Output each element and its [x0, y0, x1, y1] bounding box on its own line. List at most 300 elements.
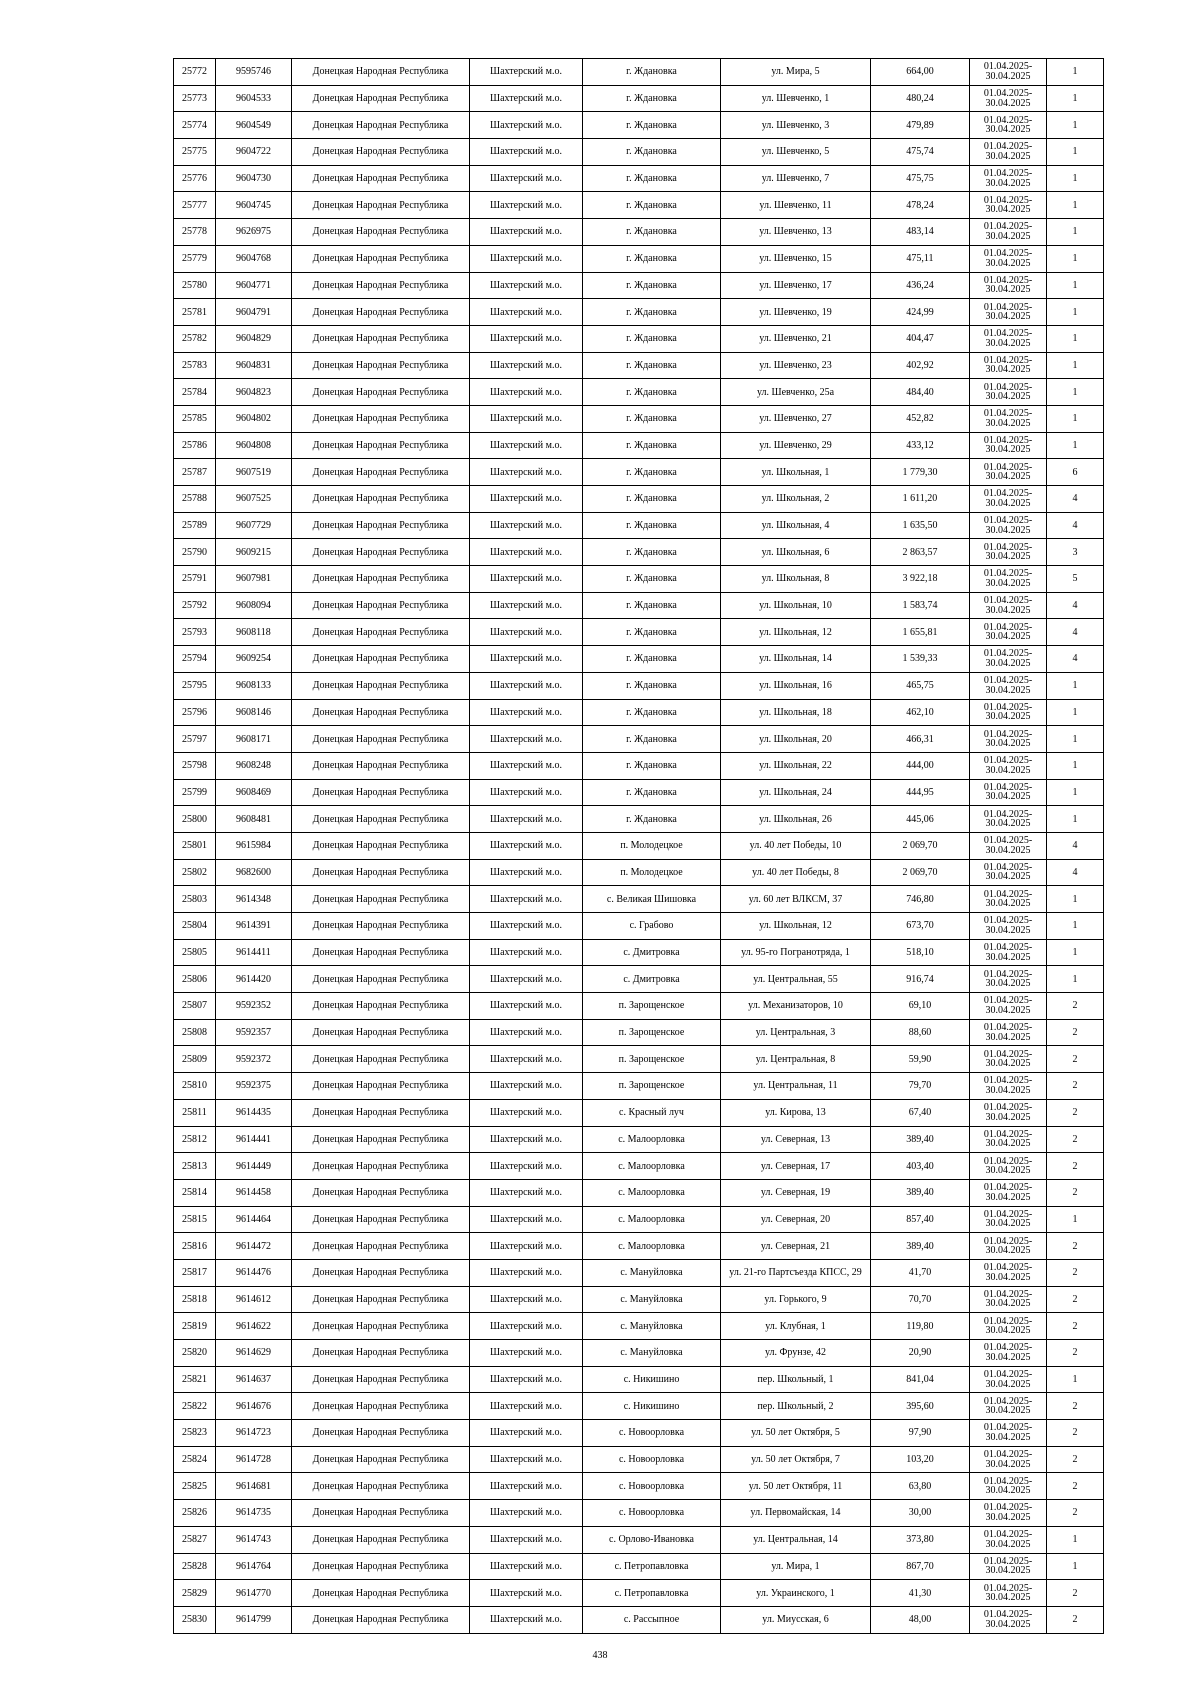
region-cell: Донецкая Народная Республика: [292, 646, 470, 673]
code-cell: 9614348: [216, 886, 292, 913]
table-row: [174, 859, 1104, 886]
period-cell: [970, 1179, 1047, 1206]
area-cell: 916,74: [871, 966, 970, 993]
period-start: 01.04.2025-: [983, 541, 1033, 553]
period-end: 30.04.2025: [985, 444, 1031, 456]
table-row: [174, 1473, 1104, 1500]
row-number-cell: 25780: [174, 272, 216, 299]
municipality-cell: Шахтерский м.о.: [470, 1233, 583, 1260]
municipality-cell: Шахтерский м.о.: [470, 1099, 583, 1126]
area-cell: 445,06: [871, 806, 970, 833]
quantity-cell: 1: [1047, 219, 1104, 246]
address-cell: ул. Первомайская, 14: [721, 1500, 871, 1527]
area-cell: 475,75: [871, 165, 970, 192]
period-cell: [970, 512, 1047, 539]
area-cell: 462,10: [871, 699, 970, 726]
region-cell: Донецкая Народная Республика: [292, 1099, 470, 1126]
code-cell: 9604771: [216, 272, 292, 299]
settlement-cell: г. Ждановка: [583, 219, 721, 246]
period-end: 30.04.2025: [985, 1271, 1031, 1283]
period-end: 30.04.2025: [985, 524, 1031, 536]
region-cell: Донецкая Народная Республика: [292, 619, 470, 646]
municipality-cell: Шахтерский м.о.: [470, 85, 583, 112]
code-cell: 9614799: [216, 1606, 292, 1633]
address-cell: ул. Северная, 19: [721, 1179, 871, 1206]
quantity-cell: 6: [1047, 459, 1104, 486]
area-cell: 67,40: [871, 1099, 970, 1126]
quantity-cell: 1: [1047, 59, 1104, 86]
settlement-cell: г. Ждановка: [583, 85, 721, 112]
municipality-cell: Шахтерский м.о.: [470, 432, 583, 459]
row-number-cell: 25782: [174, 325, 216, 352]
region-cell: Донецкая Народная Республика: [292, 1179, 470, 1206]
period-cell: [970, 913, 1047, 940]
code-cell: 9604791: [216, 299, 292, 326]
quantity-cell: 2: [1047, 993, 1104, 1020]
address-cell: ул. Северная, 17: [721, 1153, 871, 1180]
row-number-cell: 25806: [174, 966, 216, 993]
period-cell: [970, 832, 1047, 859]
code-cell: 9608118: [216, 619, 292, 646]
quantity-cell: 2: [1047, 1500, 1104, 1527]
area-cell: 1 611,20: [871, 486, 970, 513]
area-cell: 475,11: [871, 245, 970, 272]
code-cell: 9609215: [216, 539, 292, 566]
settlement-cell: г. Ждановка: [583, 352, 721, 379]
code-cell: 9614411: [216, 939, 292, 966]
address-cell: ул. Фрунзе, 42: [721, 1340, 871, 1367]
code-cell: 9614449: [216, 1153, 292, 1180]
period-cell: [970, 566, 1047, 593]
quantity-cell: 4: [1047, 592, 1104, 619]
code-cell: 9614435: [216, 1099, 292, 1126]
area-cell: 103,20: [871, 1446, 970, 1473]
period-end: 30.04.2025: [985, 1405, 1031, 1417]
period-cell: [970, 726, 1047, 753]
quantity-cell: 1: [1047, 165, 1104, 192]
period-cell: [970, 1420, 1047, 1447]
settlement-cell: г. Ждановка: [583, 325, 721, 352]
settlement-cell: с. Дмитровка: [583, 966, 721, 993]
region-cell: Донецкая Народная Республика: [292, 1153, 470, 1180]
settlement-cell: с. Мануйловка: [583, 1259, 721, 1286]
period-end: 30.04.2025: [985, 738, 1031, 750]
table-row: [174, 1313, 1104, 1340]
code-cell: 9604768: [216, 245, 292, 272]
municipality-cell: Шахтерский м.о.: [470, 192, 583, 219]
document-table-container: [173, 58, 1103, 1634]
settlement-cell: г. Ждановка: [583, 726, 721, 753]
row-number-cell: 25825: [174, 1473, 216, 1500]
code-cell: 9614676: [216, 1393, 292, 1420]
table-row: [174, 752, 1104, 779]
code-cell: 9614441: [216, 1126, 292, 1153]
address-cell: ул. Клубная, 1: [721, 1313, 871, 1340]
table-row: [174, 939, 1104, 966]
quantity-cell: 2: [1047, 1259, 1104, 1286]
region-cell: Донецкая Народная Республика: [292, 913, 470, 940]
period-start: 01.04.2025-: [983, 835, 1033, 847]
settlement-cell: г. Ждановка: [583, 299, 721, 326]
area-cell: 746,80: [871, 886, 970, 913]
area-cell: 395,60: [871, 1393, 970, 1420]
settlement-cell: г. Ждановка: [583, 512, 721, 539]
period-cell: [970, 139, 1047, 166]
period-start: 01.04.2025-: [983, 194, 1033, 206]
period-cell: [970, 619, 1047, 646]
municipality-cell: Шахтерский м.о.: [470, 352, 583, 379]
municipality-cell: Шахтерский м.о.: [470, 539, 583, 566]
code-cell: 9614681: [216, 1473, 292, 1500]
row-number-cell: 25795: [174, 672, 216, 699]
municipality-cell: Шахтерский м.о.: [470, 1046, 583, 1073]
row-number-cell: 25778: [174, 219, 216, 246]
row-number-cell: 25820: [174, 1340, 216, 1367]
region-cell: Донецкая Народная Республика: [292, 1366, 470, 1393]
period-cell: [970, 352, 1047, 379]
settlement-cell: с. Рассыпное: [583, 1606, 721, 1633]
settlement-cell: г. Ждановка: [583, 379, 721, 406]
region-cell: Донецкая Народная Республика: [292, 272, 470, 299]
period-start: 01.04.2025-: [983, 675, 1033, 687]
row-number-cell: 25790: [174, 539, 216, 566]
municipality-cell: Шахтерский м.о.: [470, 806, 583, 833]
period-start: 01.04.2025-: [983, 995, 1033, 1007]
quantity-cell: 1: [1047, 726, 1104, 753]
period-start: 01.04.2025-: [983, 728, 1033, 740]
region-cell: Донецкая Народная Республика: [292, 886, 470, 913]
period-cell: [970, 939, 1047, 966]
municipality-cell: Шахтерский м.о.: [470, 1393, 583, 1420]
address-cell: ул. Механизаторов, 10: [721, 993, 871, 1020]
address-cell: ул. 95-го Погранотряда, 1: [721, 939, 871, 966]
area-cell: 119,80: [871, 1313, 970, 1340]
region-cell: Донецкая Народная Республика: [292, 1046, 470, 1073]
settlement-cell: г. Ждановка: [583, 566, 721, 593]
table-row: [174, 325, 1104, 352]
row-number-cell: 25797: [174, 726, 216, 753]
code-cell: 9608133: [216, 672, 292, 699]
municipality-cell: Шахтерский м.о.: [470, 325, 583, 352]
settlement-cell: п. Зарощенское: [583, 1046, 721, 1073]
table-row: [174, 165, 1104, 192]
region-cell: Донецкая Народная Республика: [292, 165, 470, 192]
quantity-cell: 2: [1047, 1340, 1104, 1367]
quantity-cell: 1: [1047, 432, 1104, 459]
area-cell: 70,70: [871, 1286, 970, 1313]
period-end: 30.04.2025: [985, 284, 1031, 296]
address-cell: ул. Центральная, 3: [721, 1019, 871, 1046]
area-cell: 48,00: [871, 1606, 970, 1633]
code-cell: 9614723: [216, 1420, 292, 1447]
address-cell: ул. Шевченко, 21: [721, 325, 871, 352]
quantity-cell: 1: [1047, 699, 1104, 726]
period-cell: [970, 325, 1047, 352]
region-cell: Донецкая Народная Республика: [292, 512, 470, 539]
region-cell: Донецкая Народная Республика: [292, 1206, 470, 1233]
settlement-cell: с. Новоорловка: [583, 1420, 721, 1447]
area-cell: 63,80: [871, 1473, 970, 1500]
period-start: 01.04.2025-: [983, 488, 1033, 500]
period-start: 01.04.2025-: [983, 755, 1033, 767]
area-cell: 857,40: [871, 1206, 970, 1233]
code-cell: 9604730: [216, 165, 292, 192]
quantity-cell: 1: [1047, 806, 1104, 833]
address-cell: ул. Мира, 1: [721, 1553, 871, 1580]
period-end: 30.04.2025: [985, 1004, 1031, 1016]
period-cell: [970, 806, 1047, 833]
area-cell: 41,30: [871, 1580, 970, 1607]
period-end: 30.04.2025: [985, 1325, 1031, 1337]
quantity-cell: 1: [1047, 1366, 1104, 1393]
quantity-cell: 2: [1047, 1420, 1104, 1447]
settlement-cell: г. Ждановка: [583, 245, 721, 272]
row-number-cell: 25793: [174, 619, 216, 646]
period-start: 01.04.2025-: [983, 141, 1033, 153]
region-cell: Донецкая Народная Республика: [292, 1259, 470, 1286]
period-cell: [970, 1580, 1047, 1607]
settlement-cell: с. Никишино: [583, 1366, 721, 1393]
area-cell: 478,24: [871, 192, 970, 219]
row-number-cell: 25801: [174, 832, 216, 859]
table-row: [174, 1366, 1104, 1393]
row-number-cell: 25819: [174, 1313, 216, 1340]
quantity-cell: 1: [1047, 886, 1104, 913]
municipality-cell: Шахтерский м.о.: [470, 1286, 583, 1313]
quantity-cell: 2: [1047, 1446, 1104, 1473]
area-cell: 389,40: [871, 1126, 970, 1153]
period-cell: [970, 112, 1047, 139]
table-row: [174, 85, 1104, 112]
area-cell: 436,24: [871, 272, 970, 299]
settlement-cell: с. Орлово-Ивановка: [583, 1526, 721, 1553]
period-end: 30.04.2025: [985, 551, 1031, 563]
period-end: 30.04.2025: [985, 1191, 1031, 1203]
period-cell: [970, 1393, 1047, 1420]
quantity-cell: 2: [1047, 1099, 1104, 1126]
code-cell: 9608171: [216, 726, 292, 753]
address-cell: ул. Школьная, 20: [721, 726, 871, 753]
row-number-cell: 25772: [174, 59, 216, 86]
municipality-cell: Шахтерский м.о.: [470, 165, 583, 192]
address-cell: ул. Шевченко, 13: [721, 219, 871, 246]
period-cell: [970, 379, 1047, 406]
address-cell: ул. Школьная, 22: [721, 752, 871, 779]
row-number-cell: 25774: [174, 112, 216, 139]
region-cell: Донецкая Народная Республика: [292, 779, 470, 806]
settlement-cell: с. Новоорловка: [583, 1500, 721, 1527]
region-cell: Донецкая Народная Республика: [292, 939, 470, 966]
period-cell: [970, 272, 1047, 299]
table-row: [174, 913, 1104, 940]
address-cell: ул. Шевченко, 5: [721, 139, 871, 166]
quantity-cell: 2: [1047, 1606, 1104, 1633]
quantity-cell: 1: [1047, 1553, 1104, 1580]
region-cell: Донецкая Народная Республика: [292, 1446, 470, 1473]
quantity-cell: 5: [1047, 566, 1104, 593]
period-start: 01.04.2025-: [983, 1128, 1033, 1140]
municipality-cell: Шахтерский м.о.: [470, 779, 583, 806]
settlement-cell: с. Красный луч: [583, 1099, 721, 1126]
code-cell: 9614637: [216, 1366, 292, 1393]
table-row: [174, 1286, 1104, 1313]
period-start: 01.04.2025-: [983, 1529, 1033, 1541]
period-end: 30.04.2025: [985, 1538, 1031, 1550]
period-start: 01.04.2025-: [983, 1449, 1033, 1461]
area-cell: 444,00: [871, 752, 970, 779]
period-end: 30.04.2025: [985, 577, 1031, 589]
settlement-cell: с. Новоорловка: [583, 1473, 721, 1500]
address-cell: ул. Северная, 21: [721, 1233, 871, 1260]
settlement-cell: г. Ждановка: [583, 112, 721, 139]
address-cell: ул. Центральная, 14: [721, 1526, 871, 1553]
table-row: [174, 1580, 1104, 1607]
period-start: 01.04.2025-: [983, 1369, 1033, 1381]
code-cell: 9607729: [216, 512, 292, 539]
area-cell: 30,00: [871, 1500, 970, 1527]
period-cell: [970, 1046, 1047, 1073]
row-number-cell: 25775: [174, 139, 216, 166]
period-end: 30.04.2025: [985, 871, 1031, 883]
period-end: 30.04.2025: [985, 1031, 1031, 1043]
quantity-cell: 2: [1047, 1179, 1104, 1206]
period-cell: [970, 1526, 1047, 1553]
row-number-cell: 25792: [174, 592, 216, 619]
period-end: 30.04.2025: [985, 1618, 1031, 1630]
settlement-cell: г. Ждановка: [583, 486, 721, 513]
area-cell: 88,60: [871, 1019, 970, 1046]
quantity-cell: 2: [1047, 1046, 1104, 1073]
period-cell: [970, 1446, 1047, 1473]
period-cell: [970, 1366, 1047, 1393]
table-row: [174, 139, 1104, 166]
code-cell: 9614629: [216, 1340, 292, 1367]
settlement-cell: п. Зарощенское: [583, 993, 721, 1020]
row-number-cell: 25773: [174, 85, 216, 112]
municipality-cell: Шахтерский м.о.: [470, 245, 583, 272]
period-cell: [970, 752, 1047, 779]
quantity-cell: 4: [1047, 512, 1104, 539]
period-start: 01.04.2025-: [983, 354, 1033, 366]
row-number-cell: 25777: [174, 192, 216, 219]
region-cell: Донецкая Народная Республика: [292, 539, 470, 566]
address-cell: ул. Шевченко, 23: [721, 352, 871, 379]
address-cell: ул. Кирова, 13: [721, 1099, 871, 1126]
settlement-cell: п. Зарощенское: [583, 1073, 721, 1100]
period-cell: [970, 1606, 1047, 1633]
table-row: [174, 539, 1104, 566]
period-end: 30.04.2025: [985, 391, 1031, 403]
quantity-cell: 2: [1047, 1580, 1104, 1607]
address-cell: ул. 60 лет ВЛКСМ, 37: [721, 886, 871, 913]
region-cell: Донецкая Народная Республика: [292, 59, 470, 86]
region-cell: Донецкая Народная Республика: [292, 993, 470, 1020]
address-cell: ул. Школьная, 2: [721, 486, 871, 513]
quantity-cell: 4: [1047, 619, 1104, 646]
address-cell: ул. Северная, 20: [721, 1206, 871, 1233]
period-start: 01.04.2025-: [983, 461, 1033, 473]
period-end: 30.04.2025: [985, 97, 1031, 109]
period-end: 30.04.2025: [985, 1245, 1031, 1257]
table-row: [174, 245, 1104, 272]
row-number-cell: 25781: [174, 299, 216, 326]
period-end: 30.04.2025: [985, 471, 1031, 483]
row-number-cell: 25786: [174, 432, 216, 459]
region-cell: Донецкая Народная Республика: [292, 966, 470, 993]
region-cell: Донецкая Народная Республика: [292, 806, 470, 833]
period-cell: [970, 1073, 1047, 1100]
address-cell: ул. Мира, 5: [721, 59, 871, 86]
table-row: [174, 726, 1104, 753]
table-row: [174, 272, 1104, 299]
settlement-cell: с. Малоорловка: [583, 1233, 721, 1260]
code-cell: 9607519: [216, 459, 292, 486]
table-row: [174, 966, 1104, 993]
code-cell: 9604831: [216, 352, 292, 379]
period-end: 30.04.2025: [985, 177, 1031, 189]
area-cell: 41,70: [871, 1259, 970, 1286]
area-cell: 518,10: [871, 939, 970, 966]
address-cell: ул. Шевченко, 27: [721, 405, 871, 432]
period-start: 01.04.2025-: [983, 1582, 1033, 1594]
period-end: 30.04.2025: [985, 257, 1031, 269]
address-cell: ул. 50 лет Октября, 7: [721, 1446, 871, 1473]
settlement-cell: г. Ждановка: [583, 619, 721, 646]
quantity-cell: 2: [1047, 1233, 1104, 1260]
quantity-cell: 1: [1047, 913, 1104, 940]
table-row: [174, 993, 1104, 1020]
settlement-cell: с. Петропавловка: [583, 1553, 721, 1580]
row-number-cell: 25830: [174, 1606, 216, 1633]
period-end: 30.04.2025: [985, 1058, 1031, 1070]
municipality-cell: Шахтерский м.о.: [470, 486, 583, 513]
region-cell: Донецкая Народная Республика: [292, 299, 470, 326]
period-start: 01.04.2025-: [983, 1395, 1033, 1407]
code-cell: 9614612: [216, 1286, 292, 1313]
region-cell: Донецкая Народная Республика: [292, 245, 470, 272]
settlement-cell: с. Малоорловка: [583, 1179, 721, 1206]
table-row: [174, 512, 1104, 539]
table-row: [174, 1420, 1104, 1447]
code-cell: 9614764: [216, 1553, 292, 1580]
quantity-cell: 2: [1047, 1473, 1104, 1500]
settlement-cell: г. Ждановка: [583, 672, 721, 699]
row-number-cell: 25787: [174, 459, 216, 486]
row-number-cell: 25814: [174, 1179, 216, 1206]
table-row: [174, 405, 1104, 432]
region-cell: Донецкая Народная Республика: [292, 352, 470, 379]
region-cell: Донецкая Народная Республика: [292, 405, 470, 432]
code-cell: 9614735: [216, 1500, 292, 1527]
municipality-cell: Шахтерский м.о.: [470, 1126, 583, 1153]
period-start: 01.04.2025-: [983, 381, 1033, 393]
region-cell: Донецкая Народная Республика: [292, 112, 470, 139]
table-row: [174, 1393, 1104, 1420]
area-cell: 466,31: [871, 726, 970, 753]
table-row: [174, 592, 1104, 619]
period-end: 30.04.2025: [985, 924, 1031, 936]
row-number-cell: 25798: [174, 752, 216, 779]
municipality-cell: Шахтерский м.о.: [470, 1526, 583, 1553]
municipality-cell: Шахтерский м.о.: [470, 1259, 583, 1286]
area-cell: 79,70: [871, 1073, 970, 1100]
municipality-cell: Шахтерский м.о.: [470, 1473, 583, 1500]
row-number-cell: 25810: [174, 1073, 216, 1100]
period-end: 30.04.2025: [985, 204, 1031, 216]
period-cell: [970, 672, 1047, 699]
row-number-cell: 25789: [174, 512, 216, 539]
row-number-cell: 25821: [174, 1366, 216, 1393]
